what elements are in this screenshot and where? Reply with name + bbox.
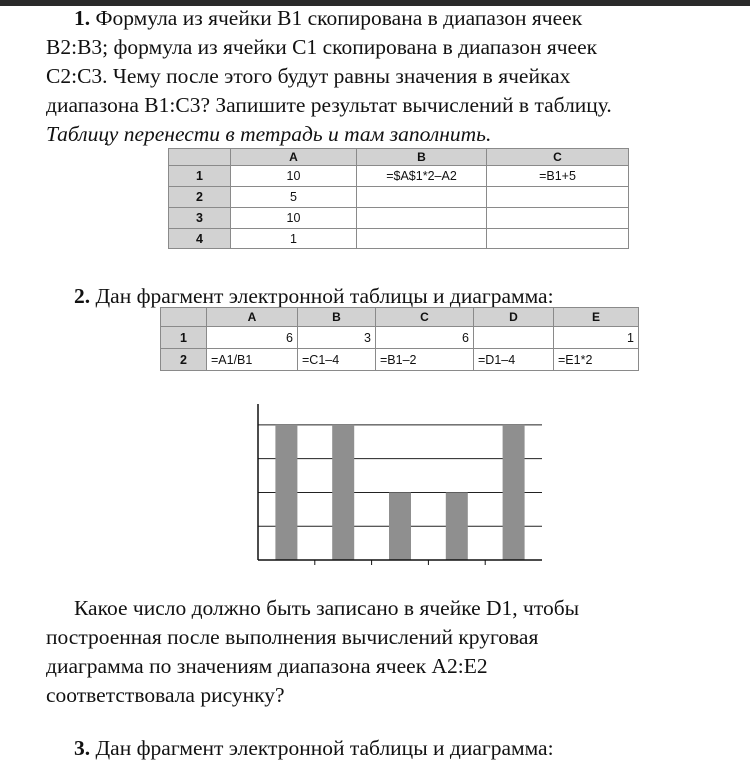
cell-a3: 10	[231, 208, 357, 229]
cell-d1	[474, 327, 554, 349]
task3-heading-text: Дан фрагмент электронной таблицы и диаграмма:	[95, 736, 554, 760]
column-header-c: C	[376, 308, 474, 327]
task2-spreadsheet	[160, 307, 639, 371]
column-header-c: C	[487, 149, 629, 166]
column-header-e: E	[554, 308, 639, 327]
task3-number: 3.	[74, 736, 91, 760]
cell-d2: =D1–4	[474, 349, 554, 371]
cell-c4	[487, 229, 629, 249]
task1-number: 1.	[74, 6, 91, 30]
column-header-d: D	[474, 308, 554, 327]
task1-spreadsheet	[168, 148, 629, 249]
bar-chart	[250, 400, 550, 570]
column-header-b: B	[298, 308, 376, 327]
cell-b2	[357, 187, 487, 208]
cell-b1: =$A$1*2–A2	[357, 166, 487, 187]
cell-c1: =B1+5	[487, 166, 629, 187]
cell-b1: 3	[298, 327, 376, 349]
cell-c3	[487, 208, 629, 229]
task2-question-line-4: соответствовала рисунку?	[46, 683, 285, 707]
task2-question-line-2: построенная после выполнения вычислений круговая	[46, 625, 539, 649]
column-header-a: A	[231, 149, 357, 166]
row-header: 1	[169, 166, 231, 187]
cell-a1: 6	[207, 327, 298, 349]
chart-bar-5	[503, 425, 525, 560]
task1-line-1	[74, 4, 582, 33]
task1-line-2: B2:B3; формула из ячейки C1 скопирована в диапазон ячеек	[46, 35, 598, 59]
task3-heading	[74, 734, 554, 762]
cell-e1: 1	[554, 327, 639, 349]
cell-b3	[357, 208, 487, 229]
task2-number: 2.	[74, 284, 91, 308]
row-header: 3	[169, 208, 231, 229]
row-header: 4	[169, 229, 231, 249]
chart-bar-1	[275, 425, 297, 560]
chart-bar-4	[446, 492, 468, 560]
cell-a2: =A1/B1	[207, 349, 298, 371]
task2-heading-text: Дан фрагмент электронной таблицы и диаграмма:	[95, 284, 554, 308]
row-header: 1	[161, 327, 207, 349]
column-header-b: B	[357, 149, 487, 166]
cell-c1: 6	[376, 327, 474, 349]
cell-c2: =B1–2	[376, 349, 474, 371]
task1-instruction: Таблицу перенести в тетрадь и там заполнить.	[46, 122, 492, 146]
cell-b2: =C1–4	[298, 349, 376, 371]
chart-bar-3	[389, 492, 411, 560]
corner-cell	[161, 308, 207, 327]
row-header: 2	[169, 187, 231, 208]
cell-c2	[487, 187, 629, 208]
column-header-a: A	[207, 308, 298, 327]
chart-bar-2	[332, 425, 354, 560]
task1-line-3: C2:C3. Чему после этого будут равны значения в ячейках	[46, 64, 571, 88]
task2-question-line-1: Какое число должно быть записано в ячейке D1, чтобы	[74, 596, 580, 620]
task2-question-line-3: диаграмма по значениям диапазона ячеек A2:E2	[46, 654, 488, 678]
cell-a1: 10	[231, 166, 357, 187]
cell-a4: 1	[231, 229, 357, 249]
row-header: 2	[161, 349, 207, 371]
corner-cell	[169, 149, 231, 166]
task1-line-4: диапазона B1:C3? Запишите результат вычислений в таблицу.	[46, 93, 612, 117]
cell-a2: 5	[231, 187, 357, 208]
task1-text-1: Формула из ячейки B1 скопирована в диапазон ячеек	[95, 6, 583, 30]
cell-b4	[357, 229, 487, 249]
cell-e2: =E1*2	[554, 349, 639, 371]
